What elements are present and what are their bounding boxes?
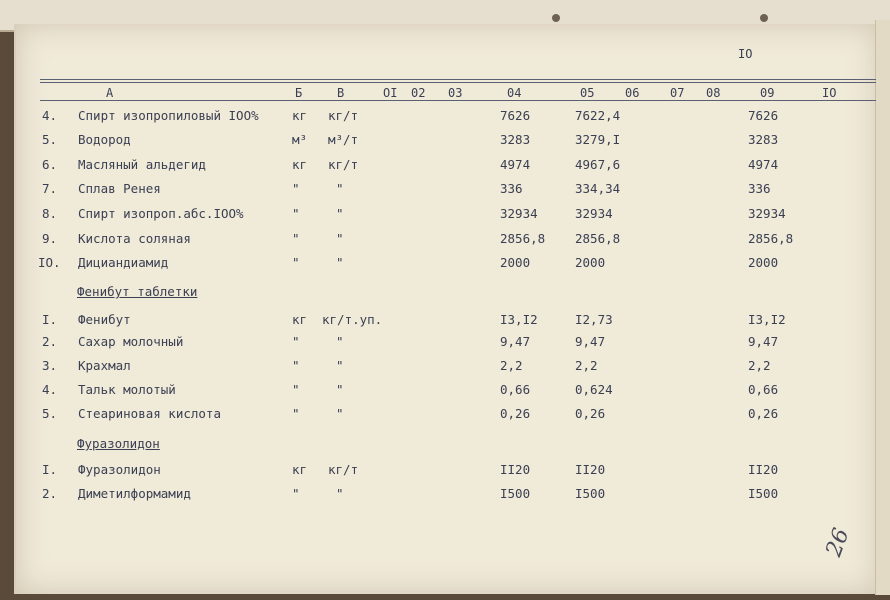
unit-per: " xyxy=(336,231,344,246)
value-09: 2,2 xyxy=(748,358,771,373)
value-05: I500 xyxy=(575,486,606,501)
value-09: 32934 xyxy=(748,206,786,221)
unit-per: " xyxy=(336,181,344,196)
value-09: 7626 xyxy=(748,108,779,123)
value-04: I500 xyxy=(500,486,531,501)
value-09: I500 xyxy=(748,486,779,501)
unit: кг xyxy=(292,312,308,327)
row-number: 2. xyxy=(42,334,58,349)
value-05: 7622,4 xyxy=(575,108,621,123)
value-09: 2856,8 xyxy=(748,231,794,246)
value-05: 2856,8 xyxy=(575,231,621,246)
value-09: 9,47 xyxy=(748,334,779,349)
col-header-05: 05 xyxy=(580,86,595,100)
binder-hole xyxy=(552,14,560,22)
value-04: 9,47 xyxy=(500,334,531,349)
unit: " xyxy=(292,206,300,221)
row-number: 5. xyxy=(42,132,58,147)
item-name: Спирт изопроп.абс.IOO% xyxy=(78,206,244,221)
value-09: 2000 xyxy=(748,255,779,270)
unit: " xyxy=(292,181,300,196)
value-04: 0,66 xyxy=(500,382,531,397)
item-name: Фуразолидон xyxy=(78,462,161,477)
unit: " xyxy=(292,334,300,349)
row-number: 7. xyxy=(42,181,58,196)
col-header-02: 02 xyxy=(411,86,426,100)
item-name: Стеариновая кислота xyxy=(78,406,221,421)
unit: " xyxy=(292,231,300,246)
row-number: 3. xyxy=(42,358,58,373)
unit-per: " xyxy=(336,486,344,501)
unit-per: " xyxy=(336,406,344,421)
unit: " xyxy=(292,358,300,373)
header-rule-top-double xyxy=(40,82,876,83)
unit-per: " xyxy=(336,255,344,270)
item-name: Тальк молотый xyxy=(78,382,176,397)
value-04: 2,2 xyxy=(500,358,523,373)
col-header-08: 08 xyxy=(706,86,721,100)
col-header-a: А xyxy=(106,86,114,100)
item-name: Сахар молочный xyxy=(78,334,184,349)
unit: кг xyxy=(292,462,308,477)
col-header-01: OI xyxy=(383,86,398,100)
header-rule-top xyxy=(40,79,876,80)
value-05: 32934 xyxy=(575,206,613,221)
page-number: IO xyxy=(738,47,753,61)
unit-per: " xyxy=(336,206,344,221)
row-number: 8. xyxy=(42,206,58,221)
unit-per: " xyxy=(336,382,344,397)
value-04: 0,26 xyxy=(500,406,531,421)
unit-per: кг/т xyxy=(328,157,359,172)
value-09: 3283 xyxy=(748,132,779,147)
handwritten-page-mark: 26 xyxy=(821,525,855,560)
value-04: 32934 xyxy=(500,206,538,221)
row-number: I. xyxy=(42,312,58,327)
value-05: 0,26 xyxy=(575,406,606,421)
col-header-03: 03 xyxy=(448,86,463,100)
unit-per: " xyxy=(336,358,344,373)
unit-per: кг/т.уп. xyxy=(322,312,383,327)
value-05: I2,73 xyxy=(575,312,613,327)
value-09: 336 xyxy=(748,181,771,196)
item-name: Спирт изопропиловый IOO% xyxy=(78,108,259,123)
row-number: I. xyxy=(42,462,58,477)
value-05: 334,34 xyxy=(575,181,621,196)
item-name: Кислота соляная xyxy=(78,231,191,246)
value-05: 2000 xyxy=(575,255,606,270)
value-04: 3283 xyxy=(500,132,531,147)
value-04: I3,I2 xyxy=(500,312,538,327)
unit-per: кг/т xyxy=(328,462,359,477)
value-04: 2000 xyxy=(500,255,531,270)
value-05: 9,47 xyxy=(575,334,606,349)
value-09: I3,I2 xyxy=(748,312,786,327)
value-04: 4974 xyxy=(500,157,531,172)
row-number: 2. xyxy=(42,486,58,501)
section-title: Фуразолидон xyxy=(77,436,160,451)
item-name: Водород xyxy=(78,132,131,147)
value-04: 7626 xyxy=(500,108,531,123)
value-09: 4974 xyxy=(748,157,779,172)
col-header-b: Б xyxy=(295,86,303,100)
unit: кг xyxy=(292,157,308,172)
row-number: 6. xyxy=(42,157,58,172)
item-name: Диметилформамид xyxy=(78,486,191,501)
value-09: 0,26 xyxy=(748,406,779,421)
col-header-10: IO xyxy=(822,86,837,100)
unit: " xyxy=(292,382,300,397)
value-05: 2,2 xyxy=(575,358,598,373)
header-rule-bottom xyxy=(40,100,876,101)
item-name: Крахмал xyxy=(78,358,131,373)
col-header-v: В xyxy=(337,86,345,100)
row-number: 5. xyxy=(42,406,58,421)
row-number: IO. xyxy=(38,255,61,270)
item-name: Дициандиамид xyxy=(78,255,169,270)
col-header-07: 07 xyxy=(670,86,685,100)
unit-per: " xyxy=(336,334,344,349)
value-04: 336 xyxy=(500,181,523,196)
row-number: 9. xyxy=(42,231,58,246)
unit: " xyxy=(292,255,300,270)
unit-per: кг/т xyxy=(328,108,359,123)
section-title: Фенибут таблетки xyxy=(77,284,198,299)
col-header-09: 09 xyxy=(760,86,775,100)
item-name: Масляный альдегид xyxy=(78,157,206,172)
unit: кг xyxy=(292,108,308,123)
value-05: 4967,6 xyxy=(575,157,621,172)
page-edge xyxy=(875,20,890,595)
value-05: 0,624 xyxy=(575,382,613,397)
unit: м³ xyxy=(292,132,308,147)
value-09: 0,66 xyxy=(748,382,779,397)
row-number: 4. xyxy=(42,108,58,123)
col-header-04: 04 xyxy=(507,86,522,100)
unit-per: м³/т xyxy=(328,132,359,147)
unit: " xyxy=(292,406,300,421)
binder-hole xyxy=(760,14,768,22)
value-05: 3279,I xyxy=(575,132,621,147)
value-04: II20 xyxy=(500,462,531,477)
value-04: 2856,8 xyxy=(500,231,546,246)
item-name: Сплав Ренея xyxy=(78,181,161,196)
col-header-06: 06 xyxy=(625,86,640,100)
unit: " xyxy=(292,486,300,501)
item-name: Фенибут xyxy=(78,312,131,327)
value-09: II20 xyxy=(748,462,779,477)
row-number: 4. xyxy=(42,382,58,397)
value-05: II20 xyxy=(575,462,606,477)
